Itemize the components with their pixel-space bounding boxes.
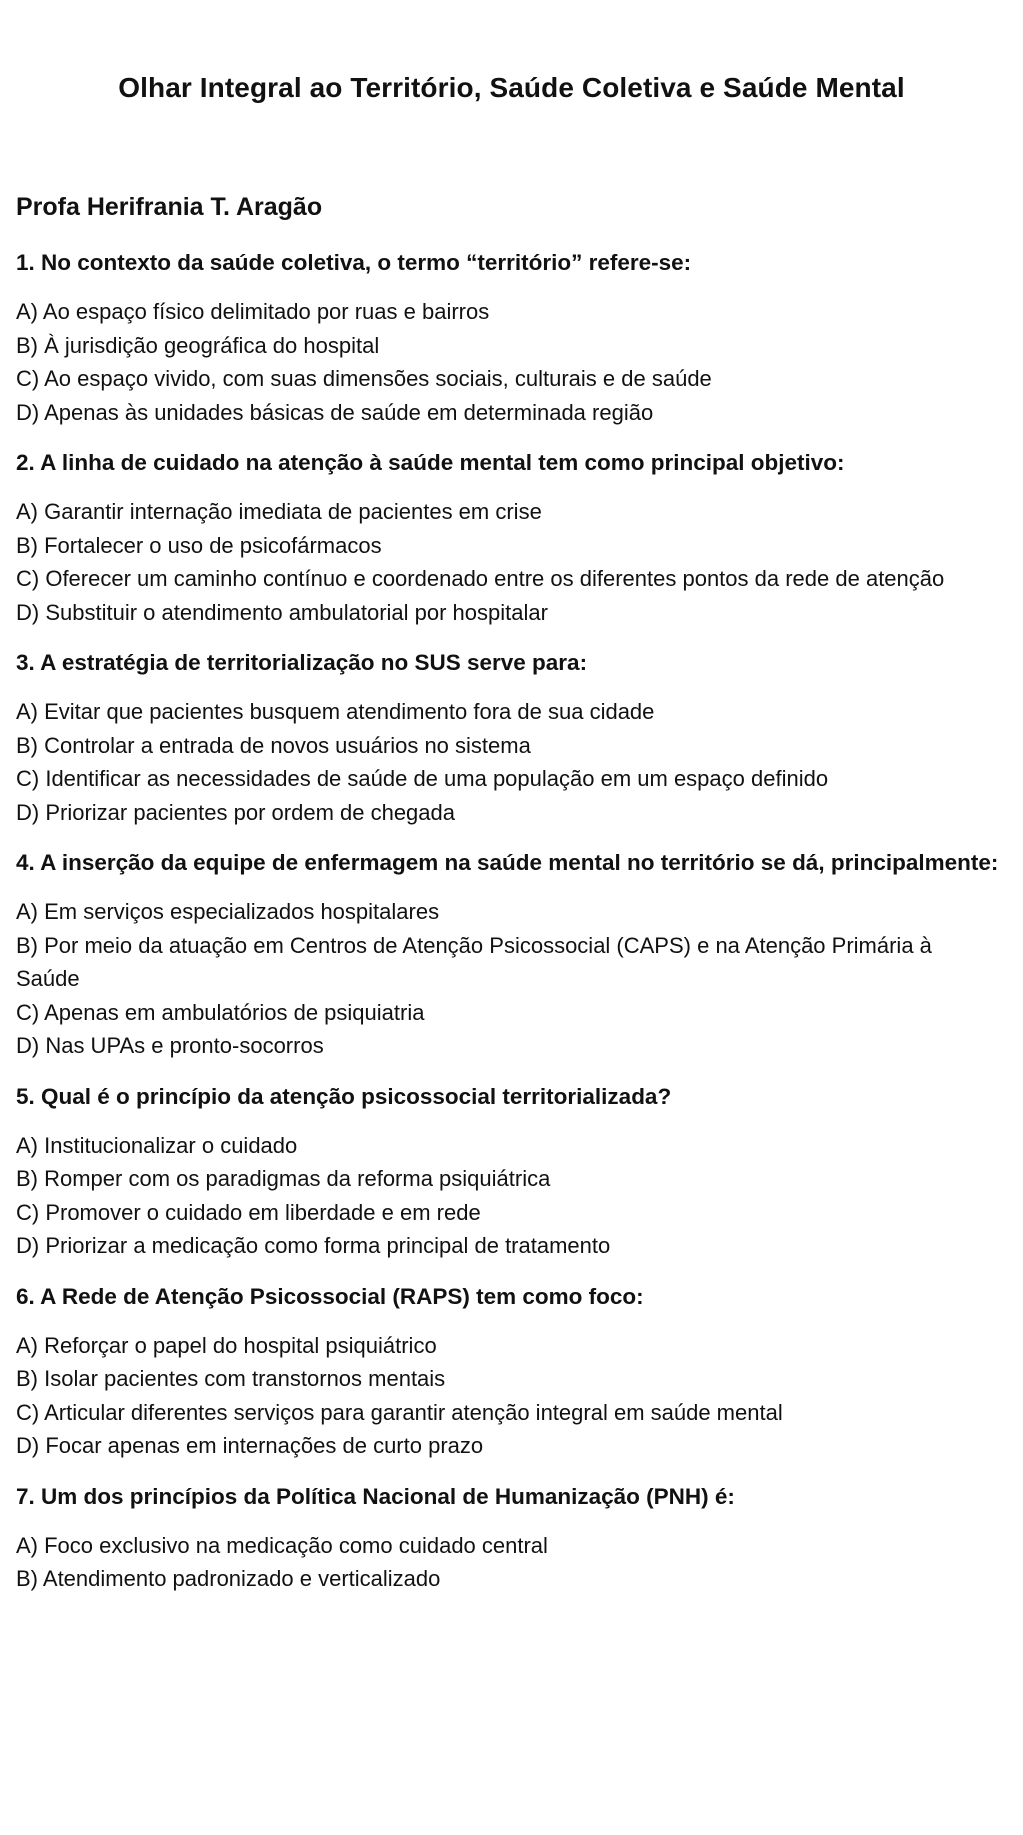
option-c: C) Apenas em ambulatórios de psiquiatria: [16, 999, 425, 1025]
option-a: A) Em serviços especializados hospitalares: [16, 899, 440, 924]
option-a: A) Institucionalizar o cuidado: [16, 1132, 298, 1158]
question-text: 2. A linha de cuidado na atenção à saúde mental tem como principal objetivo:: [16, 450, 845, 475]
question-list: [16, 246, 1001, 1613]
option-c: C) Ao espaço vivido, com suas dimensões sociais, culturais e de saúde: [16, 366, 712, 391]
option-b: B) Isolar pacientes com transtornos mentais: [16, 1366, 446, 1391]
option-d: D) Focar apenas em internações de curto prazo: [16, 1433, 484, 1458]
option-c: C) Identificar as necessidades de saúde de uma população em um espaço definido: [16, 766, 829, 791]
question-7: [16, 1480, 1001, 1596]
option-a: A) Garantir internação imediata de pacientes em crise: [16, 499, 542, 524]
option-c: C) Promover o cuidado em liberdade e em rede: [16, 1199, 481, 1225]
option-d: D) Apenas às unidades básicas de saúde em determinada região: [16, 399, 654, 425]
document-title: Olhar Integral ao Território, Saúde Coletiva e Saúde Mental: [118, 72, 905, 103]
option-b: B) Por meio da atuação em Centros de Atenção Psicossocial (CAPS) e na Atenção Primária à Saúde: [16, 932, 932, 991]
option-b: B) Controlar a entrada de novos usuários no sistema: [16, 732, 531, 758]
option-b: B) À jurisdição geográfica do hospital: [16, 332, 380, 358]
option-b: B) Atendimento padronizado e verticalizado: [16, 1566, 441, 1591]
option-d: D) Nas UPAs e pronto-socorros: [16, 1033, 324, 1058]
option-a: A) Ao espaço físico delimitado por ruas e bairros: [16, 299, 490, 324]
question-text: 1. No contexto da saúde coletiva, o termo “território” refere-se:: [16, 250, 692, 275]
option-a: A) Foco exclusivo na medicação como cuidado central: [16, 1532, 548, 1558]
document-author: Profa Herifrania T. Aragão: [16, 193, 323, 221]
question-text: 5. Qual é o princípio da atenção psicossocial territorializada?: [16, 1083, 672, 1109]
option-a: A) Evitar que pacientes busquem atendimento fora de sua cidade: [16, 699, 655, 724]
option-d: D) Priorizar pacientes por ordem de chegada: [16, 799, 456, 825]
question-text: 7. Um dos princípios da Política Nacional de Humanização (PNH) é:: [16, 1483, 735, 1509]
option-b: B) Romper com os paradigmas da reforma psiquiátrica: [16, 1166, 551, 1191]
question-3: [16, 646, 1001, 829]
question-5: [16, 1080, 1001, 1263]
question-text: 4. A inserção da equipe de enfermagem na saúde mental no território se dá, principalmente:: [16, 850, 999, 875]
question-text: 3. A estratégia de territorialização no SUS serve para:: [16, 650, 588, 675]
option-c: C) Articular diferentes serviços para garantir atenção integral em saúde mental: [16, 1399, 783, 1425]
question-6: [16, 1280, 1001, 1463]
question-2: [16, 446, 1001, 629]
option-c: C) Oferecer um caminho contínuo e coordenado entre os diferentes pontos da rede de atenção: [16, 566, 945, 591]
question-1: [16, 246, 1001, 429]
option-d: D) Priorizar a medicação como forma principal de tratamento: [16, 1233, 611, 1258]
option-d: D) Substituir o atendimento ambulatorial por hospitalar: [16, 599, 548, 625]
option-b: B) Fortalecer o uso de psicofármacos: [16, 532, 382, 558]
option-a: A) Reforçar o papel do hospital psiquiátrico: [16, 1332, 437, 1358]
question-4: [16, 846, 1001, 1063]
question-text: 6. A Rede de Atenção Psicossocial (RAPS) tem como foco:: [16, 1283, 644, 1309]
